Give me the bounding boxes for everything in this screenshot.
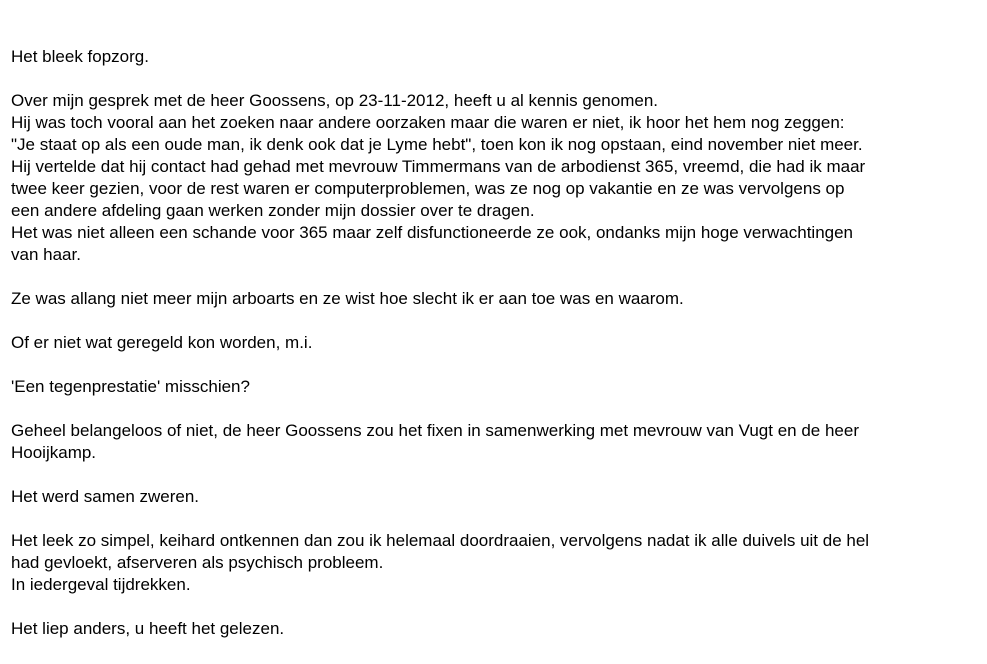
paragraph xyxy=(11,486,971,508)
text-line: Hooijkamp. xyxy=(11,443,97,462)
text-line: Het leek zo simpel, keihard ontkennen dan zou ik helemaal doordraaien, vervolgens nadat ik alle duivels uit de hel xyxy=(11,531,870,550)
text-line: 'Een tegenprestatie' misschien? xyxy=(11,377,250,396)
paragraph-gap xyxy=(11,68,971,90)
paragraph xyxy=(11,90,971,266)
paragraph-gap xyxy=(11,508,971,530)
paragraph-gap xyxy=(11,596,971,618)
paragraph xyxy=(11,288,971,310)
paragraph xyxy=(11,618,971,640)
text-line: had gevloekt, afserveren als psychisch probleem. xyxy=(11,553,384,572)
text-line: Hij was toch vooral aan het zoeken naar andere oorzaken maar die waren er niet, ik hoor het hem nog zeggen: xyxy=(11,113,845,132)
text-line: "Je staat op als een oude man, ik denk ook dat je Lyme hebt", toen kon ik nog opstaan, eind november niet meer. xyxy=(11,135,863,154)
text-line: Ze was allang niet meer mijn arboarts en ze wist hoe slecht ik er aan toe was en waarom. xyxy=(11,289,684,308)
text-line: Of er niet wat geregeld kon worden, m.i. xyxy=(11,333,313,352)
paragraph-gap xyxy=(11,464,971,486)
paragraph-gap xyxy=(11,398,971,420)
text-line: van haar. xyxy=(11,245,81,264)
text-line: Het was niet alleen een schande voor 365 maar zelf disfunctioneerde ze ook, ondanks mijn hoge verwachtingen xyxy=(11,223,854,242)
text-line: twee keer gezien, voor de rest waren er computerproblemen, was ze nog op vakantie en ze was vervolgens op xyxy=(11,179,845,198)
text-line: Hij vertelde dat hij contact had gehad met mevrouw Timmermans van de arbodienst 365, vreemd, die had ik maar xyxy=(11,157,866,176)
text-line: Geheel belangeloos of niet, de heer Goossens zou het fixen in samenwerking met mevrouw van Vugt en de heer xyxy=(11,421,859,440)
paragraph-gap xyxy=(11,310,971,332)
paragraph-gap xyxy=(11,354,971,376)
text-line: een andere afdeling gaan werken zonder mijn dossier over te dragen. xyxy=(11,201,535,220)
document-body xyxy=(11,46,971,640)
paragraph xyxy=(11,332,971,354)
text-line: Het werd samen zweren. xyxy=(11,487,200,506)
paragraph xyxy=(11,376,971,398)
paragraph xyxy=(11,420,971,464)
paragraph-gap xyxy=(11,266,971,288)
paragraph xyxy=(11,530,971,596)
text-line: Het bleek fopzorg. xyxy=(11,47,149,66)
text-line: Het liep anders, u heeft het gelezen. xyxy=(11,619,285,638)
text-line: In iedergeval tijdrekken. xyxy=(11,575,191,594)
paragraph xyxy=(11,46,971,68)
text-line: Over mijn gesprek met de heer Goossens, op 23-11-2012, heeft u al kennis genomen. xyxy=(11,91,659,110)
